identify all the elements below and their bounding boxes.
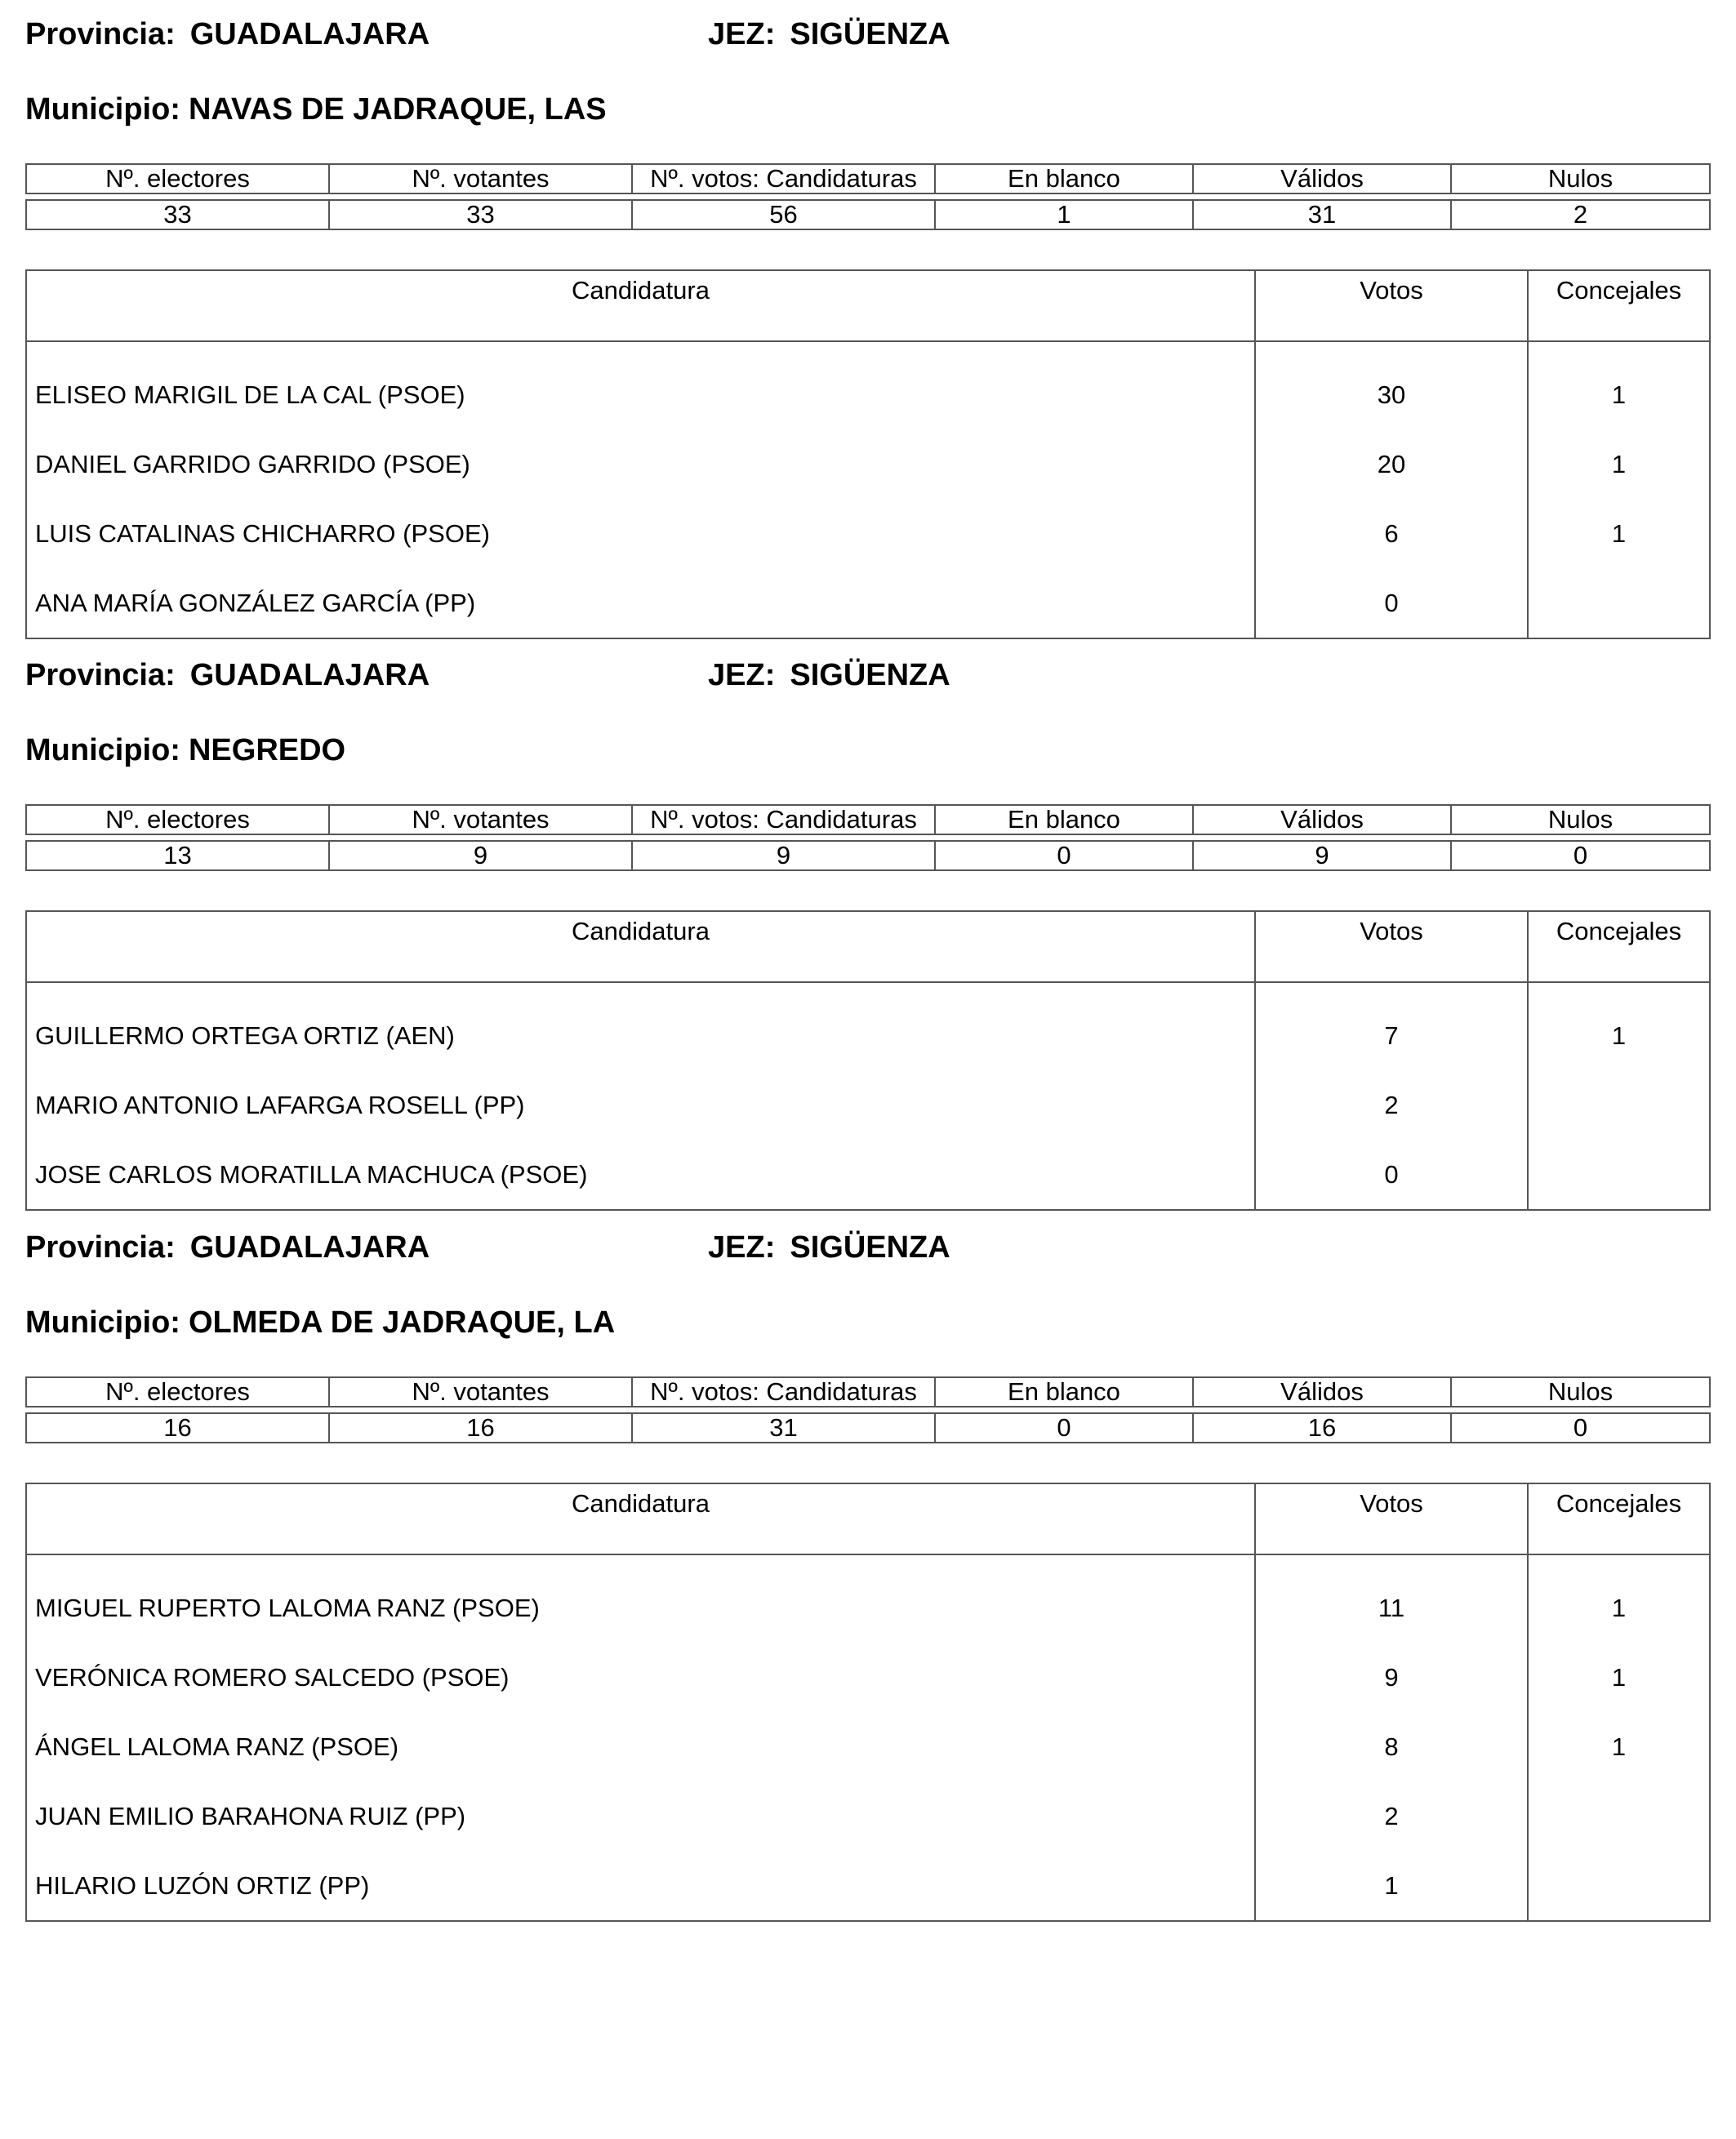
candidate-concejales: 1 <box>1528 499 1710 568</box>
stats-value-cell: 16 <box>1193 1413 1451 1443</box>
candidate-row <box>26 1712 1710 1781</box>
stats-header-row <box>26 164 1710 193</box>
candidate-name: ANA MARÍA GONZÁLEZ GARCÍA (PP) <box>26 568 1255 638</box>
jez-value: SIGÜENZA <box>790 17 950 51</box>
candidate-name: MIGUEL RUPERTO LALOMA RANZ (PSOE) <box>26 1573 1255 1643</box>
stats-header-cell: Nº. votos: Candidaturas <box>632 164 935 193</box>
stats-gap <box>26 1407 1710 1413</box>
candidate-name: JUAN EMILIO BARAHONA RUIZ (PP) <box>26 1781 1255 1851</box>
stats-value-cell: 16 <box>26 1413 329 1443</box>
header-candidatura: Candidatura <box>26 270 1255 341</box>
candidate-concejales: 1 <box>1528 1573 1710 1643</box>
stats-value-cell: 31 <box>632 1413 935 1443</box>
candidate-votes: 8 <box>1255 1712 1528 1781</box>
stats-header-cell: Válidos <box>1193 1377 1451 1407</box>
stats-table <box>25 163 1711 230</box>
provincia-label: Provincia: <box>25 658 176 692</box>
candidate-votes: 30 <box>1255 360 1528 429</box>
header-votos: Votos <box>1255 1483 1528 1554</box>
stats-header-cell: Nulos <box>1451 1377 1710 1407</box>
candidate-row <box>26 429 1710 499</box>
jez-heading <box>708 657 950 693</box>
candidates-header-row <box>26 1483 1710 1554</box>
provincia-label: Provincia: <box>25 1230 176 1265</box>
stats-value-cell: 0 <box>1451 841 1710 870</box>
stats-table <box>25 804 1711 871</box>
municipio-heading <box>25 732 345 768</box>
jez-value: SIGÜENZA <box>790 658 950 692</box>
candidate-concejales: 1 <box>1528 360 1710 429</box>
provincia-heading <box>25 657 430 693</box>
stats-value-row <box>26 200 1710 229</box>
stats-gap <box>26 834 1710 841</box>
candidate-name: HILARIO LUZÓN ORTIZ (PP) <box>26 1851 1255 1921</box>
candidate-votes: 0 <box>1255 1140 1528 1210</box>
stats-value-row <box>26 1413 1710 1443</box>
candidate-row <box>26 568 1710 638</box>
provincia-value: GUADALAJARA <box>189 17 430 51</box>
stats-value-cell: 2 <box>1451 200 1710 229</box>
candidates-table <box>25 910 1711 1211</box>
candidate-votes: 20 <box>1255 429 1528 499</box>
candidate-row <box>26 1140 1710 1210</box>
stats-header-cell: Nº. electores <box>26 164 329 193</box>
candidate-name: LUIS CATALINAS CHICHARRO (PSOE) <box>26 499 1255 568</box>
stats-value-cell: 0 <box>935 841 1193 870</box>
stats-header-cell: En blanco <box>935 1377 1193 1407</box>
provincia-label: Provincia: <box>25 17 176 51</box>
candidate-row <box>26 1851 1710 1921</box>
candidate-name: ELISEO MARIGIL DE LA CAL (PSOE) <box>26 360 1255 429</box>
stats-table <box>25 1376 1711 1443</box>
stats-header-cell: Nº. votos: Candidaturas <box>632 1377 935 1407</box>
candidate-concejales: 1 <box>1528 429 1710 499</box>
stats-value-cell: 33 <box>329 200 632 229</box>
stats-value-cell: 9 <box>1193 841 1451 870</box>
candidate-name: JOSE CARLOS MORATILLA MACHUCA (PSOE) <box>26 1140 1255 1210</box>
candidate-row <box>26 1781 1710 1851</box>
jez-heading <box>708 16 950 52</box>
provincia-heading <box>25 16 430 52</box>
provincia-heading <box>25 1230 430 1265</box>
stats-header-cell: En blanco <box>935 164 1193 193</box>
candidates-spacer <box>26 1554 1710 1573</box>
municipio-value: OLMEDA DE JADRAQUE, LA <box>188 1305 616 1340</box>
candidate-votes: 6 <box>1255 499 1528 568</box>
candidate-votes: 9 <box>1255 1643 1528 1712</box>
candidate-row <box>26 1070 1710 1140</box>
header-concejales: Concejales <box>1528 911 1710 982</box>
stats-header-cell: Nº. votos: Candidaturas <box>632 805 935 834</box>
candidate-concejales: 1 <box>1528 1643 1710 1712</box>
stats-value-cell: 0 <box>1451 1413 1710 1443</box>
candidates-header-row <box>26 911 1710 982</box>
stats-value-cell: 56 <box>632 200 935 229</box>
stats-header-cell: Nulos <box>1451 164 1710 193</box>
stats-header-cell: En blanco <box>935 805 1193 834</box>
stats-value-cell: 0 <box>935 1413 1193 1443</box>
candidate-row <box>26 1573 1710 1643</box>
candidate-concejales <box>1528 1070 1710 1140</box>
stats-header-cell: Nº. votantes <box>329 164 632 193</box>
stats-header-cell: Nº. votantes <box>329 1377 632 1407</box>
municipio-heading <box>25 91 607 127</box>
stats-header-cell: Nº. electores <box>26 805 329 834</box>
candidate-votes: 2 <box>1255 1070 1528 1140</box>
candidate-votes: 7 <box>1255 1001 1528 1070</box>
provincia-value: GUADALAJARA <box>189 658 430 692</box>
stats-header-row <box>26 1377 1710 1407</box>
municipio-label: Municipio: <box>25 733 180 767</box>
candidate-votes: 2 <box>1255 1781 1528 1851</box>
candidates-spacer <box>26 982 1710 1001</box>
stats-gap <box>26 193 1710 200</box>
jez-value: SIGÜENZA <box>790 1230 950 1265</box>
municipio-value: NEGREDO <box>188 733 346 767</box>
municipio-value: NAVAS DE JADRAQUE, LAS <box>188 92 607 127</box>
candidate-name: GUILLERMO ORTEGA ORTIZ (AEN) <box>26 1001 1255 1070</box>
stats-value-cell: 9 <box>329 841 632 870</box>
header-concejales: Concejales <box>1528 1483 1710 1554</box>
candidates-spacer <box>26 341 1710 360</box>
candidate-name: VERÓNICA ROMERO SALCEDO (PSOE) <box>26 1643 1255 1712</box>
candidates-header-row <box>26 270 1710 341</box>
jez-heading <box>708 1230 950 1265</box>
municipio-label: Municipio: <box>25 1305 180 1340</box>
stats-value-cell: 33 <box>26 200 329 229</box>
stats-header-cell: Válidos <box>1193 805 1451 834</box>
candidate-votes: 1 <box>1255 1851 1528 1921</box>
stats-header-cell: Nº. electores <box>26 1377 329 1407</box>
jez-label: JEZ: <box>708 17 776 51</box>
header-candidatura: Candidatura <box>26 1483 1255 1554</box>
stats-header-cell: Nulos <box>1451 805 1710 834</box>
provincia-value: GUADALAJARA <box>189 1230 430 1265</box>
candidate-votes: 0 <box>1255 568 1528 638</box>
stats-value-row <box>26 841 1710 870</box>
header-votos: Votos <box>1255 270 1528 341</box>
stats-header-cell: Nº. votantes <box>329 805 632 834</box>
jez-label: JEZ: <box>708 658 776 692</box>
header-candidatura: Candidatura <box>26 911 1255 982</box>
candidate-concejales: 1 <box>1528 1001 1710 1070</box>
candidate-name: MARIO ANTONIO LAFARGA ROSELL (PP) <box>26 1070 1255 1140</box>
municipio-heading <box>25 1305 615 1341</box>
candidate-votes: 11 <box>1255 1573 1528 1643</box>
stats-value-cell: 16 <box>329 1413 632 1443</box>
candidate-row <box>26 360 1710 429</box>
candidate-concejales <box>1528 1781 1710 1851</box>
candidate-row <box>26 499 1710 568</box>
candidate-concejales <box>1528 1140 1710 1210</box>
municipio-label: Municipio: <box>25 92 180 127</box>
candidate-row <box>26 1643 1710 1712</box>
candidate-row <box>26 1001 1710 1070</box>
stats-header-row <box>26 805 1710 834</box>
candidate-concejales <box>1528 1851 1710 1921</box>
stats-value-cell: 31 <box>1193 200 1451 229</box>
stats-value-cell: 9 <box>632 841 935 870</box>
stats-header-cell: Válidos <box>1193 164 1451 193</box>
header-votos: Votos <box>1255 911 1528 982</box>
candidate-concejales: 1 <box>1528 1712 1710 1781</box>
candidate-name: DANIEL GARRIDO GARRIDO (PSOE) <box>26 429 1255 499</box>
header-concejales: Concejales <box>1528 270 1710 341</box>
stats-value-cell: 1 <box>935 200 1193 229</box>
candidate-name: ÁNGEL LALOMA RANZ (PSOE) <box>26 1712 1255 1781</box>
jez-label: JEZ: <box>708 1230 776 1265</box>
candidate-concejales <box>1528 568 1710 638</box>
candidates-table <box>25 269 1711 639</box>
stats-value-cell: 13 <box>26 841 329 870</box>
candidates-table <box>25 1483 1711 1922</box>
